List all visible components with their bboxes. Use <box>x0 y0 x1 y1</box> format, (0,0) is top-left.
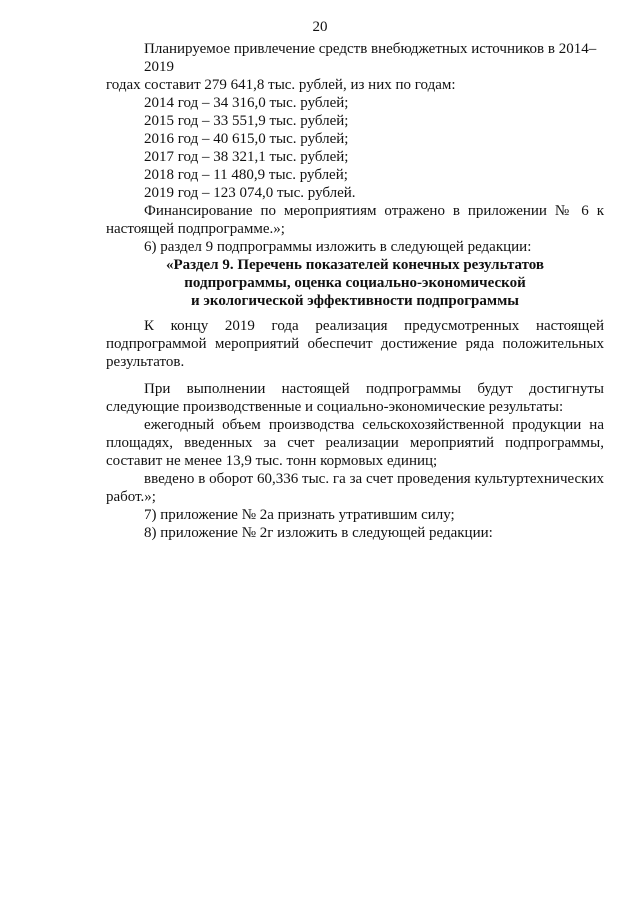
year-line-2014: 2014 год – 34 316,0 тыс. рублей; <box>144 95 349 111</box>
item-6: 6) раздел 9 подпрограммы изложить в следующей редакции: <box>144 239 532 255</box>
results-paragraph-2: При выполнении настоящей подпрограммы будут достигнуты следующие производственные и социально-экономические результаты: <box>106 381 604 415</box>
year-line-2018: 2018 год – 11 480,9 тыс. рублей; <box>144 167 348 183</box>
section-heading-line-2: подпрограммы, оценка социально-экономической <box>184 275 526 291</box>
results-paragraph-4: введено в оборот 60,336 тыс. га за счет проведения культуртехнических работ.»; <box>106 471 604 505</box>
financing-paragraph: Финансирование по мероприятиям отражено в приложении № 6 к настоящей подпрограмме.»; <box>106 203 604 237</box>
intro-line-1: Планируемое привлечение средств внебюджетных источников в 2014–2019 <box>144 41 597 75</box>
results-paragraph-1: К концу 2019 года реализация предусмотренных настоящей подпрограммой мероприятий обеспечит достижение ряда положительных результатов. <box>106 318 604 370</box>
document-body <box>106 40 604 542</box>
item-8: 8) приложение № 2г изложить в следующей редакции: <box>144 525 493 541</box>
year-line-2017: 2017 год – 38 321,1 тыс. рублей; <box>144 149 349 165</box>
year-line-2015: 2015 год – 33 551,9 тыс. рублей; <box>144 113 349 129</box>
year-line-2016: 2016 год – 40 615,0 тыс. рублей; <box>144 131 349 147</box>
intro-line-2: годах составит 279 641,8 тыс. рублей, из них по годам: <box>106 77 456 93</box>
section-heading-line-3: и экологической эффективности подпрограммы <box>191 293 519 309</box>
year-line-2019: 2019 год – 123 074,0 тыс. рублей. <box>144 185 356 201</box>
section-heading-line-1: «Раздел 9. Перечень показателей конечных результатов <box>165 257 545 273</box>
results-paragraph-3: ежегодный объем производства сельскохозяйственной продукции на площадях, введенных за счет реализации мероприятий подпрограммы, составит не менее 13,9 тыс. тонн кормовых единиц; <box>106 417 604 469</box>
item-7: 7) приложение № 2а признать утратившим силу; <box>144 507 455 523</box>
page-number: 20 <box>312 19 328 35</box>
